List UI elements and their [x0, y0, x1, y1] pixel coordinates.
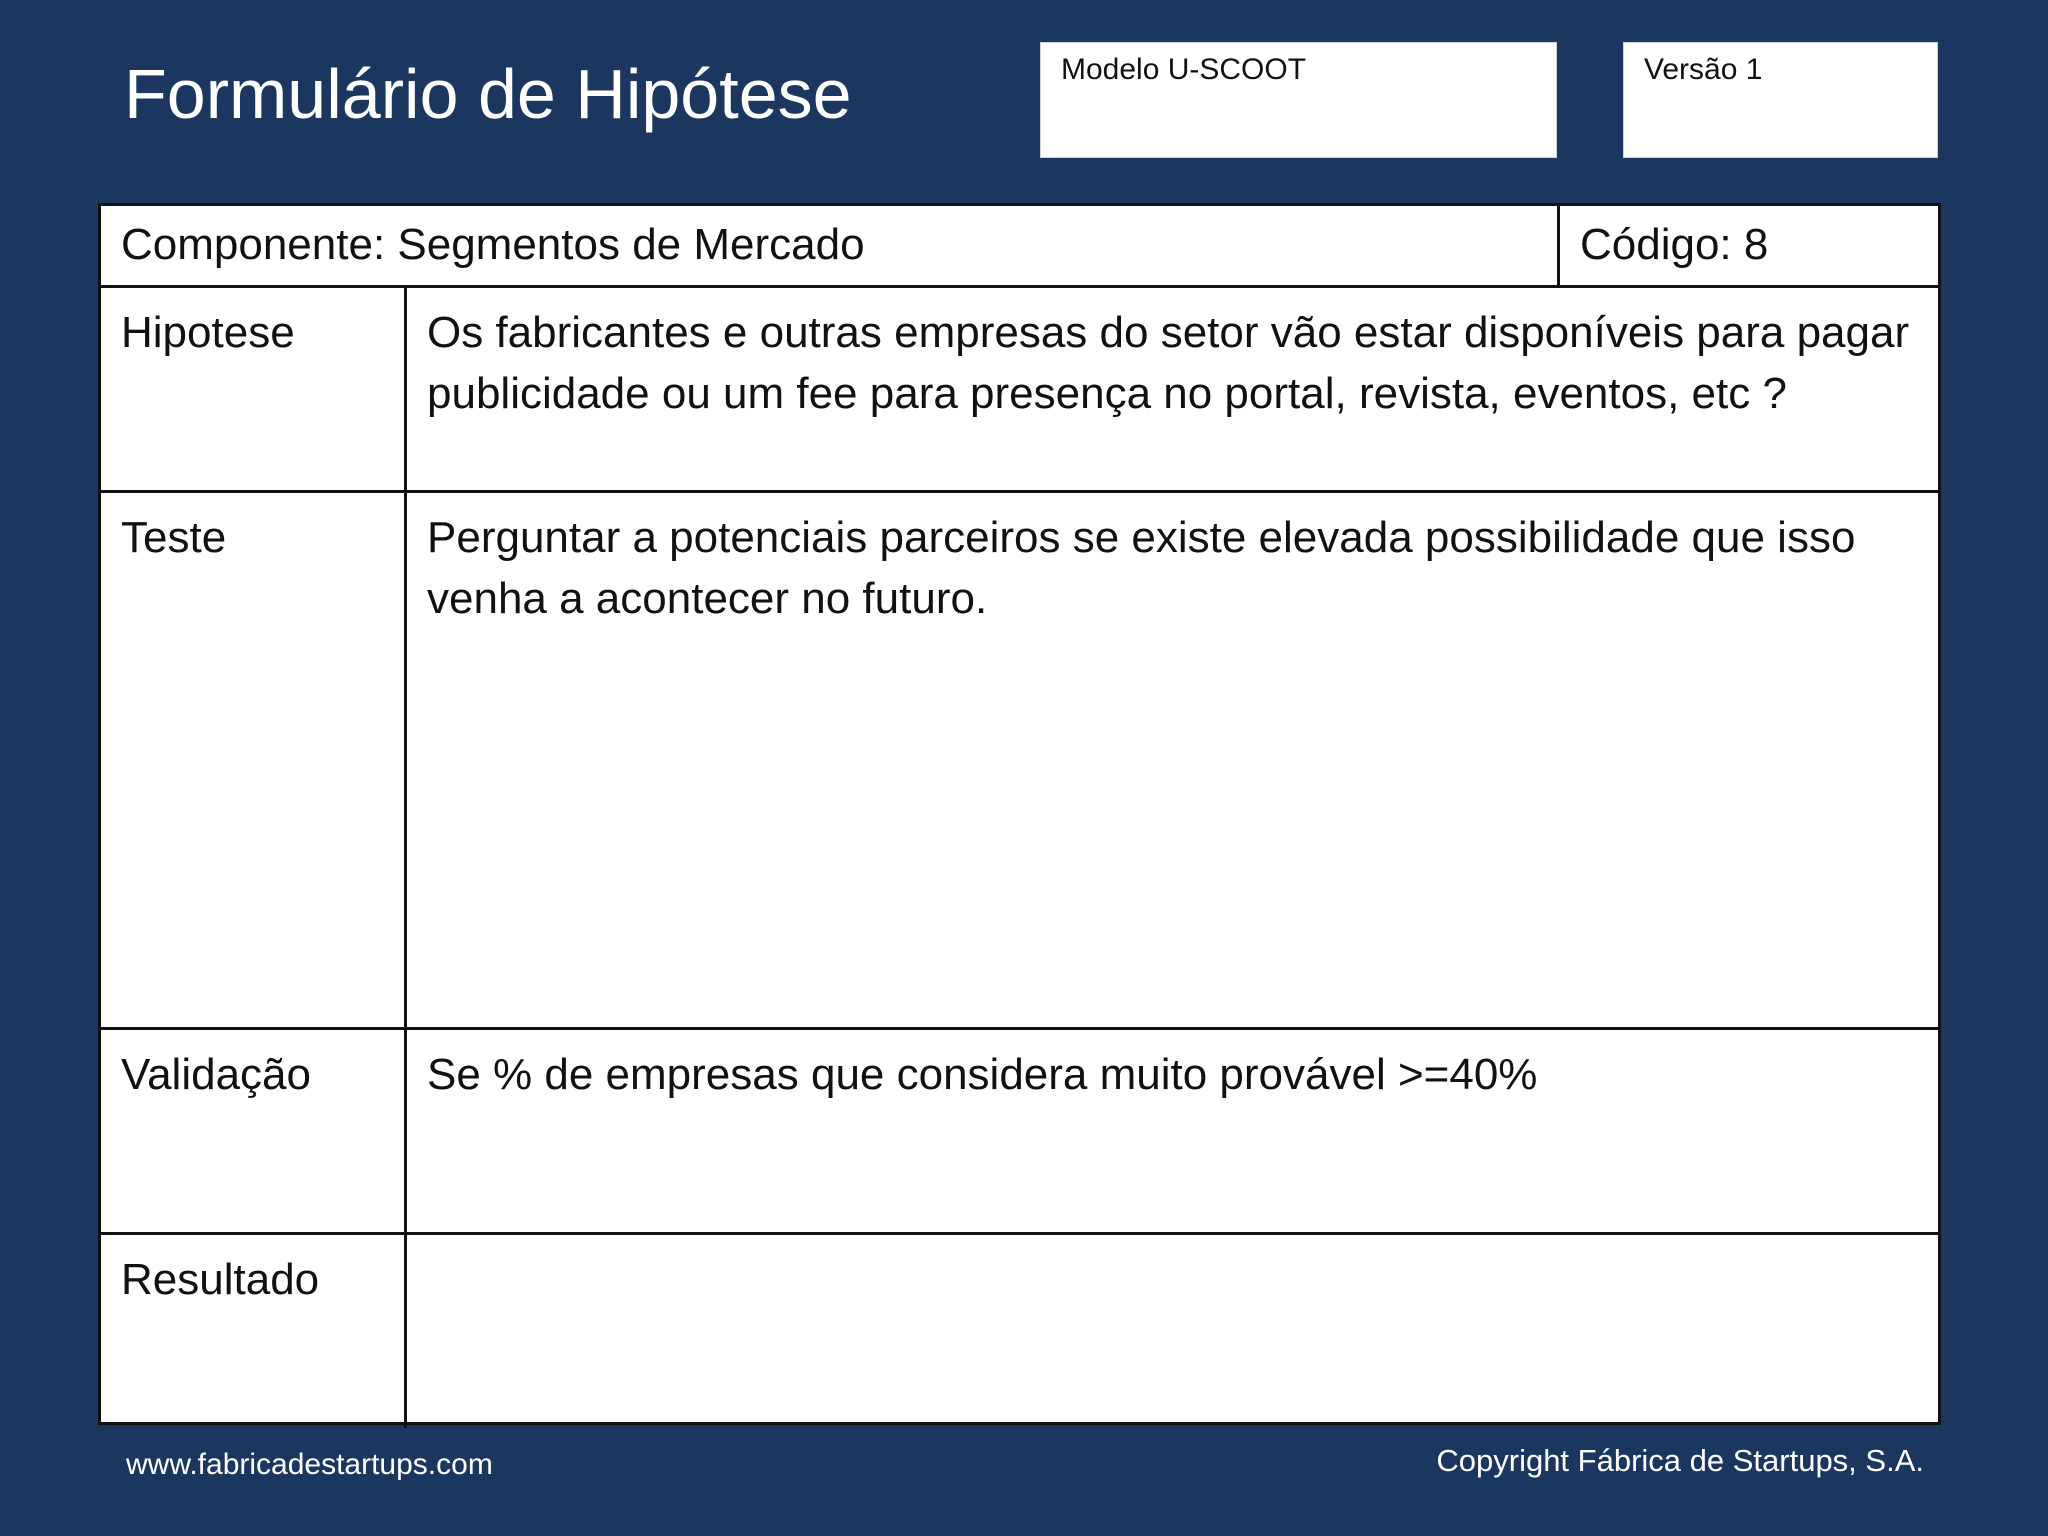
page-title: Formulário de Hipótese — [124, 55, 852, 133]
component-cell: Componente: Segmentos de Mercado — [101, 206, 1560, 285]
result-label: Resultado — [101, 1235, 407, 1428]
test-row — [101, 493, 1938, 1030]
test-label: Teste — [101, 493, 407, 1027]
model-box — [1040, 42, 1557, 158]
code-cell: Código: 8 — [1580, 220, 1769, 269]
hypothesis-form-table — [98, 203, 1941, 1425]
website-link[interactable]: www.fabricadestartups.com — [126, 1448, 493, 1481]
hypothesis-label: Hipotese — [101, 288, 407, 490]
hypothesis-text: Os fabricantes e outras empresas do setor vão estar disponíveis para pagar publicidade ou um fee para presença no portal, revista, eventos, etc ? — [427, 308, 1910, 418]
result-row — [101, 1235, 1938, 1428]
component-row — [101, 206, 1938, 288]
copyright-text: Copyright Fábrica de Startups, S.A. — [1436, 1443, 1924, 1478]
result-content — [407, 1235, 1938, 1428]
hypothesis-content — [407, 288, 1938, 490]
validation-content — [407, 1030, 1938, 1232]
validation-label: Validação — [101, 1030, 407, 1232]
validation-row — [101, 1030, 1938, 1235]
version-box — [1623, 42, 1938, 158]
test-text: Perguntar a potenciais parceiros se existe elevada possibilidade que isso venha a acontecer no futuro. — [427, 513, 1856, 623]
version-label: Versão 1 — [1644, 53, 1763, 86]
model-label: Modelo U-SCOOT — [1061, 53, 1307, 86]
hypothesis-row — [101, 288, 1938, 493]
test-content — [407, 493, 1938, 1027]
validation-text: Se % de empresas que considera muito provável >=40% — [427, 1050, 1538, 1099]
